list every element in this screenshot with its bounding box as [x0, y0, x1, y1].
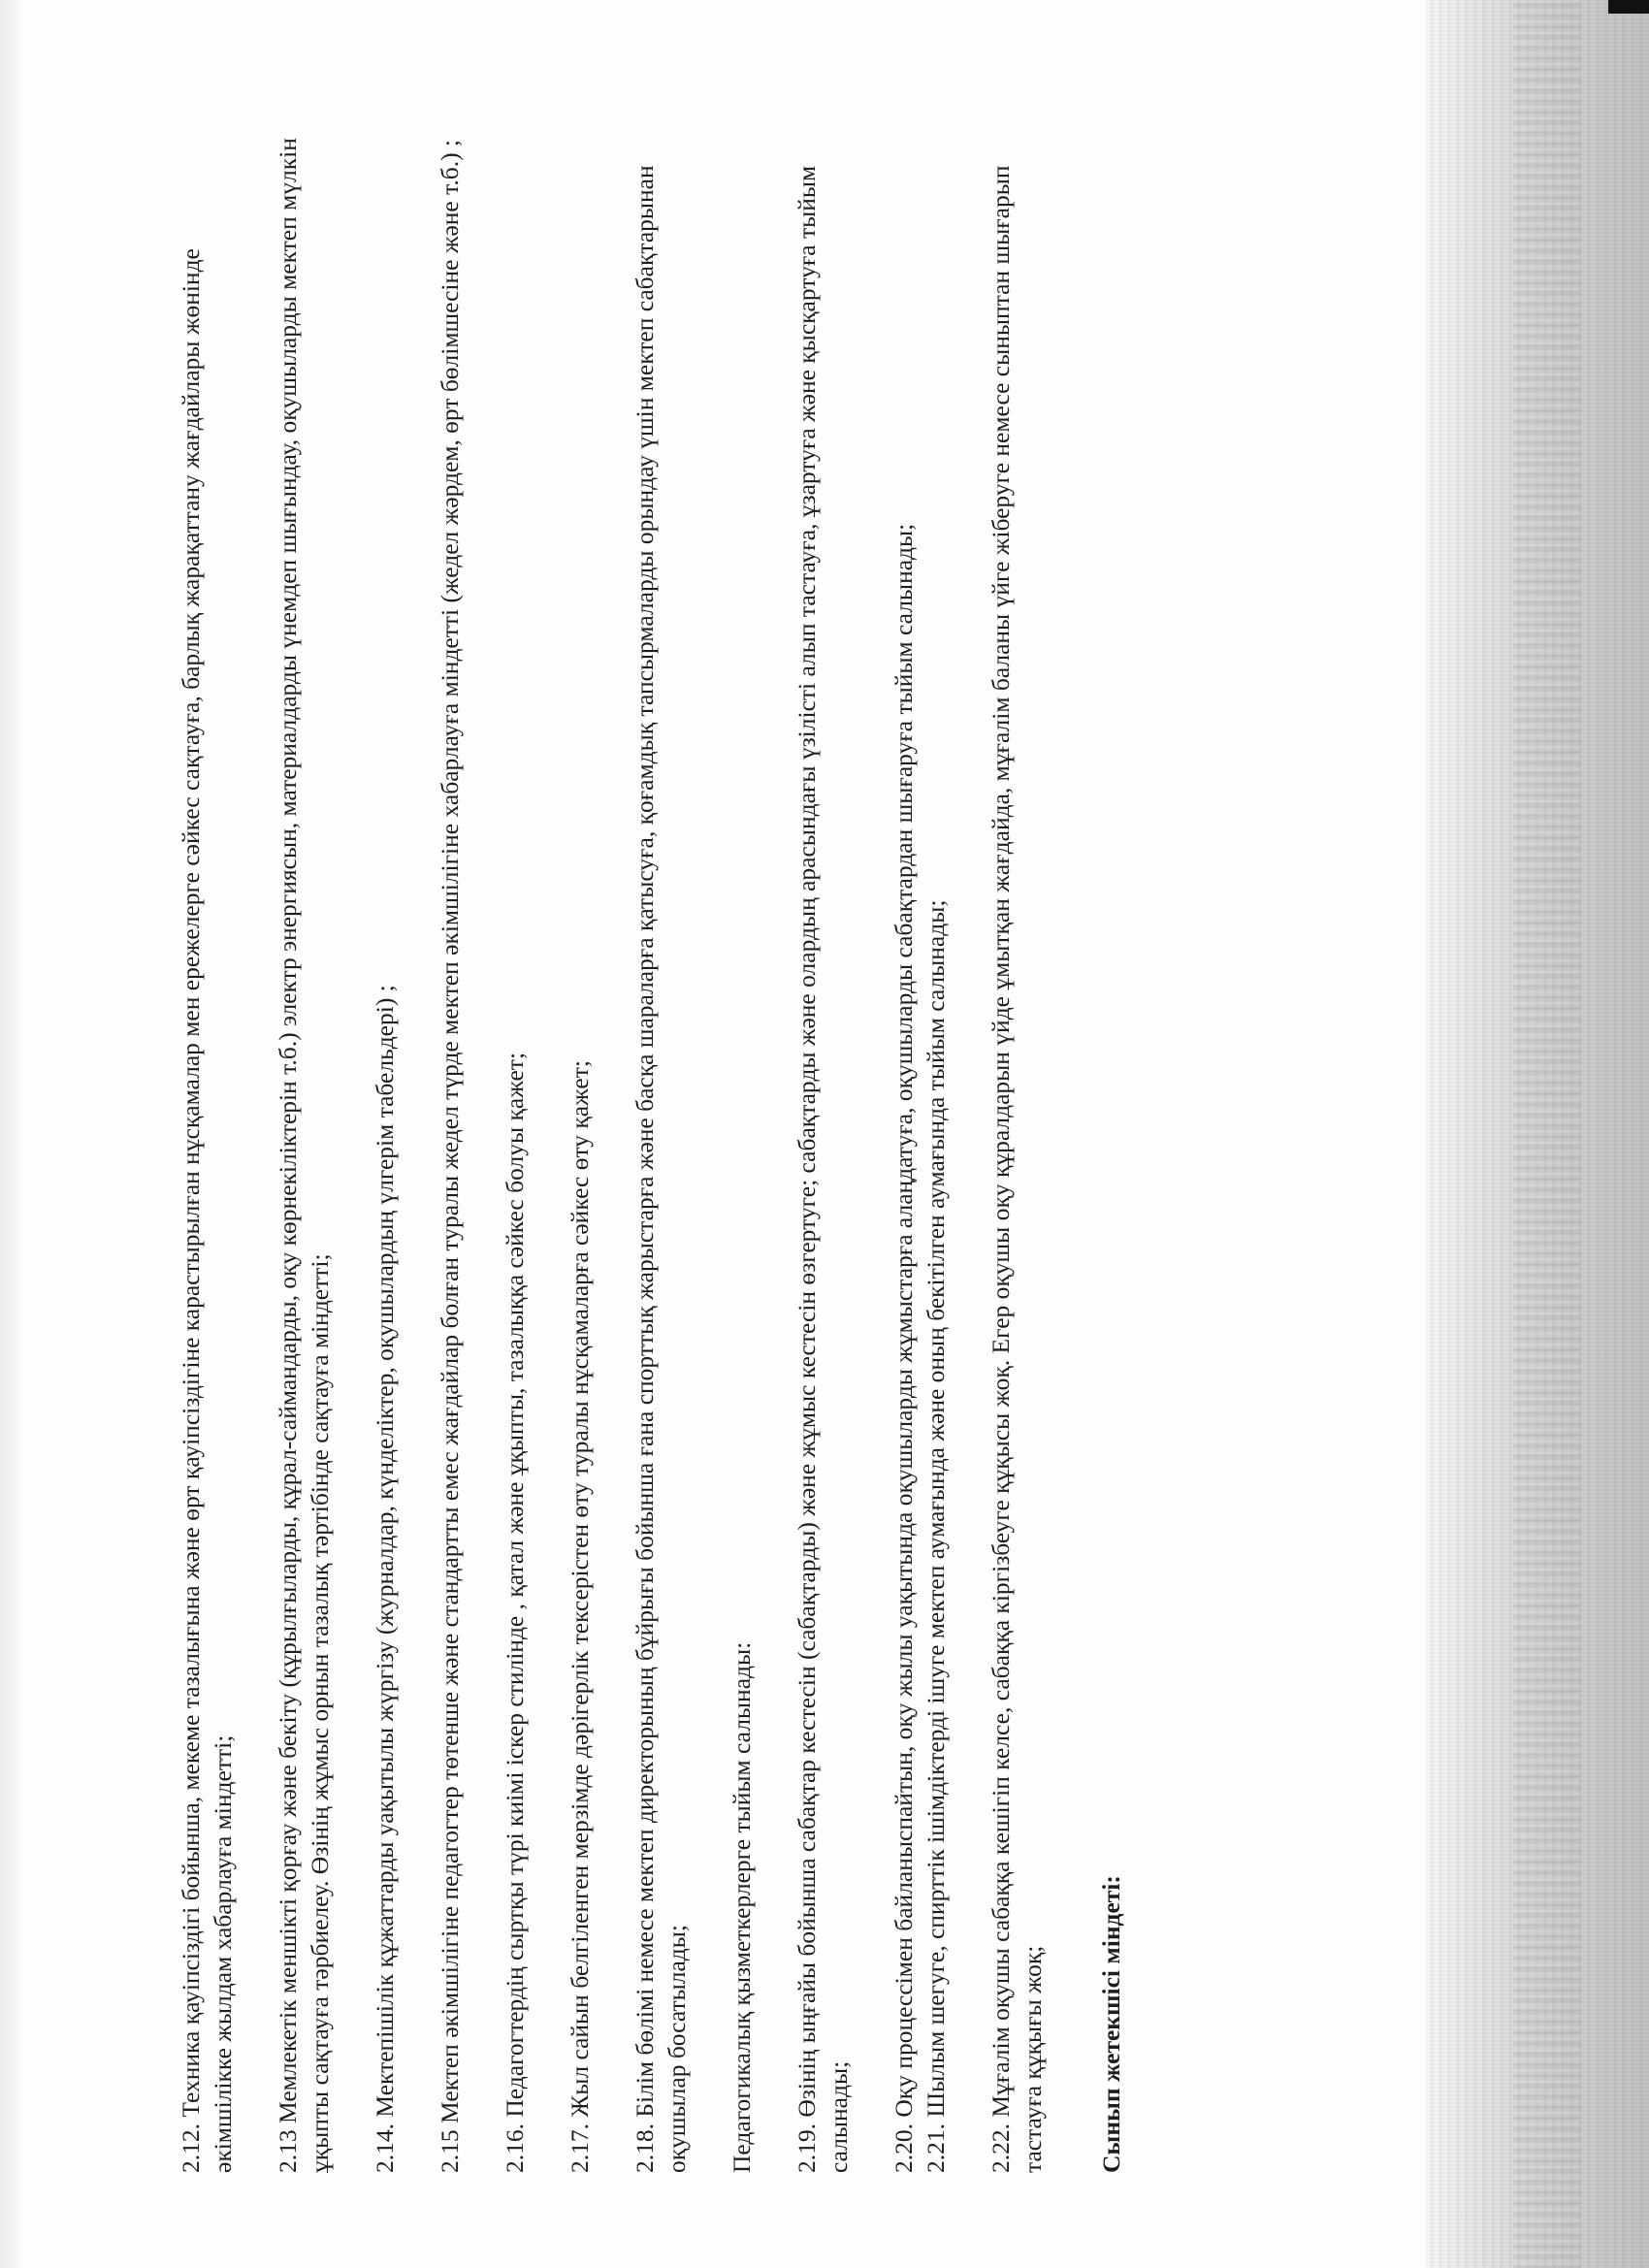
clause-2-21: 2.21. Шылым шегуге, спирттік ішімдіктерді ішуге мектеп аумағында және оның бекітілген аумағында тыйым салынады;: [922, 899, 950, 2173]
clause-2-19: 2.19. Өзінің ыңғайы бойынша сабақтар кестесін (сабақтарды) және жұмыс кестесін өзгертуге; сабақтарды және олардың арасындағы үзілісті алып тастауға, ұзартуға және қысқартуға тыйым салынады;: [792, 165, 853, 2173]
clause-2-13: 2.13 Мемлекетік меншікті қорғау және бекіту (құрылғыларды, құрал-саймандарды, оқу көрнекіліктерін т.б.) электр энергиясын, материалдарды үнемдеп шығындау, оқушыларды мектеп мүлкін ұқыпты сақтауға тәрбиелеу. Өзінің жұмыс орнын тазалық тәртібінде сақтауға міндетті;: [274, 138, 334, 2173]
scan-noise-strip: [1426, 0, 1649, 2268]
section-heading: Сынып жетекшісі міндеті:: [1097, 1875, 1125, 2173]
clause-2-17: 2.17. Жыл сайын белгіленген мерзімде дәрігерлік тексерістен өту туралы нұсқамаларға сәйкес өту қажет;: [566, 1060, 594, 2173]
prohibitions-heading: Педагогикалық қызметкерлерге тыйым салынады:: [728, 1641, 756, 2173]
scan-noise-band: [1513, 0, 1581, 2268]
clause-2-15: 2.15 Мектеп әкімшілігіне педагогтер төтенше және стандартты емес жағдайлар болған туралы жедел түрде мектеп әкімшілігіне хабарлауға міндетті (жедел жәрдем, өрт бөлімшесіне және т.б.) ;: [436, 139, 464, 2173]
clause-2-18: 2.18. Білім бөлімі немесе мектеп директорының бұйрығы бойынша ғана спорттық жарыстарға және басқа шараларға қатысуға, қоғамдық тапсырмаларды орындау үшін мектеп сабақтарынан оқушылар босатылады;: [630, 165, 691, 2173]
clause-2-12: 2.12. Техника қауіпсіздігі бойынша, мекеме тазалығына және өрт қауіпсіздігіне карастырылған нұсқамалар мен ережелерге сәйкес сақтауға, барлық жарақаттану жағдайлары жөнінде әкімшілікке жылдам хабарлауға міндетті;: [177, 248, 237, 2173]
scan-corner-mark: [1608, 0, 1649, 14]
clause-2-14: 2.14. Мектепішілік құжаттарды уақытылы жүргізу (журналдар, күнделіктер, оқушылардың үлгерім табельдері) ;: [371, 985, 399, 2173]
clause-2-16: 2.16. Педагогтердің сыртқы түрі киімі іскер стилінде , қатал және ұқыпты, тазалыққа сәйкес болуы қажет;: [501, 1052, 529, 2173]
scan-edge-left: [0, 0, 25, 2268]
clause-2-20: 2.20. Оқу процессімен байланыспайтын, оқу жылы уақытында оқушыларды жұмыстарға алаңдатуға, оқушыларды сабақтардан шығаруға тыйым салынады;: [889, 523, 918, 2173]
clause-2-22: 2.22. Мұғалім оқушы сабаққа кешігіп келсе, сабаққа кіргізбеуге құқысы жоқ. Егер оқушы оқу құралдарын үйде ұмытқан жағдайда, мұғалім баланы үйге жіберуге немесе сыныптан шығарып тастауға құқығы жоқ;: [986, 165, 1047, 2173]
rotated-text-block: [175, 136, 1377, 2173]
